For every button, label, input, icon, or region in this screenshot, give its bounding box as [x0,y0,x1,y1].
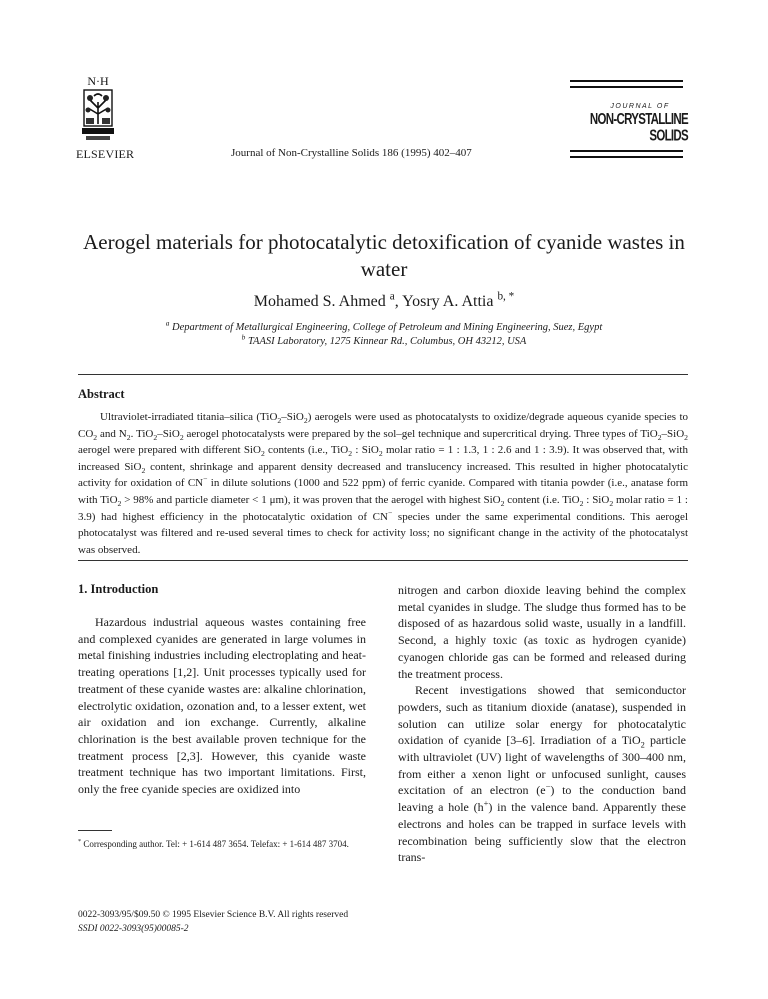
affiliation: $^b$ TAASI Laboratory, 1275 Kinnear Rd., Columbus, OH 43212, USA [241,332,527,347]
paper-title: Aerogel materials for photocatalytic detoxification of cyanide wastes in water [83,230,685,281]
elsevier-tree-logo [76,74,120,146]
author-name: Mohamed S. Ahmed [253,293,386,310]
body-paragraph: Hazardous industrial aqueous wastes containing free and complexed cyanides are generated in large volumes in metal finishing industries including electroplating and heat-treating operations [1,2]. Unit processes typically used for treatment of these cyanide wastes are: alkaline chlorination, electrolytic oxidation, ozonation and, to a lesser extent, wet air oxidation and ion exchange. Currently, alkaline chlorination is the best available proven technique for the treatment process [2,3]. However, this cyanide waste treatment technique has two important limitations. First, only the free cyanide species are oxidized into [78,615,366,797]
abstract-text: Ultraviolet-irradiated titania–silica (TiO$_2$–SiO$_2$) aerogels were used as photocatalysts to oxidize/degrade aqueous cyanide species to $CO_2$ and $N_2$. TiO$_2$–SiO$_2$ aerogel photocatalysts were prepared by the sol–gel technique and supercritical drying. Three types of TiO$_2$–SiO$_2$ aerogel were prepared with different SiO$_2$ contents (i.e., TiO$_2$ : SiO$_2$ molar ratio = 1 : 1.3, 1 : 2.6 and 1 : 3.9). It was observed that, with increased SiO$_2$ content, shrinkage and apparent density decreased and translucency increased. This resulted in higher photocatalytic activity for oxidation of CN− in dilute solutions (1000 and 522 ppm) of ferric cyanide. Compared with titania powder (i.e., anatase form with TiO$_2$ > 98% and particle diameter < 1 μm), it was proven that the aerogel with highest SiO$_2$ content (i.e. TiO$_2$ : SiO$_2$ molar ratio = 1 : 3.9) had highest efficiency in the photocatalytic oxidation of CN− species under the same experimental conditions. This aerogel photocatalyst was filtered and re-used several times to check for activity loss; no significant change in the activity of the photocatalyst was observed. [78,411,689,556]
journal-name: NON-CRYSTALLINE SOLIDS [589,112,688,145]
ssdi-line: SSDI 0022-3093(95)00085-2 [78,924,189,934]
abstract-rule-top [78,374,688,375]
header-rule-top-2 [570,86,683,88]
footnote-rule [78,830,112,831]
publisher-name: ELSEVIER [76,147,135,161]
copyright-line: 0022-3093/95/$09.50 © 1995 Elsevier Science B.V. All rights reserved [78,910,349,920]
logo-text: N·H [87,74,109,88]
footnote: * Corresponding author. Tel: + 1-614 487 3654. Telefax: + 1-614 487 3704. [78,838,349,849]
header-rule-top [570,80,683,82]
author-affil-mark: a [389,290,395,303]
journal-reference: Journal of Non-Crystalline Solids 186 (1995) 402–407 [231,147,472,159]
body-paragraph: Recent investigations showed that semiconductor powders, such as titanium dioxide (anatase), suspended in solution can utilize solar energy for photocatalytic oxidation of cyanide [3–6]. Irradiation of a TiO$_2$ particle with ultraviolet (UV) light of wavelengths of 300–400 nm, from either a xenon light or unfocused sunlight, causes excitation of an electron (e−) to the conduction band leaving a hole (h+) in the valence band. Apparently these electrons and holes can be trapped in surface levels with recombination being sufficiently slow that the electron trans- [398,683,686,865]
author-list: Mohamed S. Ahmed $^a$, Yosry A. Attia $^{b, *}$ [253,290,515,310]
body-paragraph: nitrogen and carbon dioxide leaving behind the complex metal cyanides in sludge. The sludge thus formed has to be disposed of as hazardous solid waste, usually in a landfill. Second, a highly toxic (as toxic as hydrogen cyanide) cyanogen chloride gas can be formed and released during the treatment process. [398,583,686,681]
affiliation: $^a$ Department of Metallurgical Engineering, College of Petroleum and Mining Engineering, Suez, Egypt [165,318,603,333]
copyright-block [78,908,348,936]
abstract-heading: Abstract [78,387,125,401]
header-rule-bottom-2 [570,156,683,158]
author-affil-mark: b, * [497,290,515,303]
column-right [398,582,686,866]
abstract-rule-bottom [78,560,688,561]
journal-of-label: JOURNAL OF [610,103,670,110]
section-heading: 1. Introduction [78,582,159,596]
author-name: Yosry A. Attia [402,293,494,310]
header-rule-bottom [570,150,683,152]
column-left [78,614,366,798]
